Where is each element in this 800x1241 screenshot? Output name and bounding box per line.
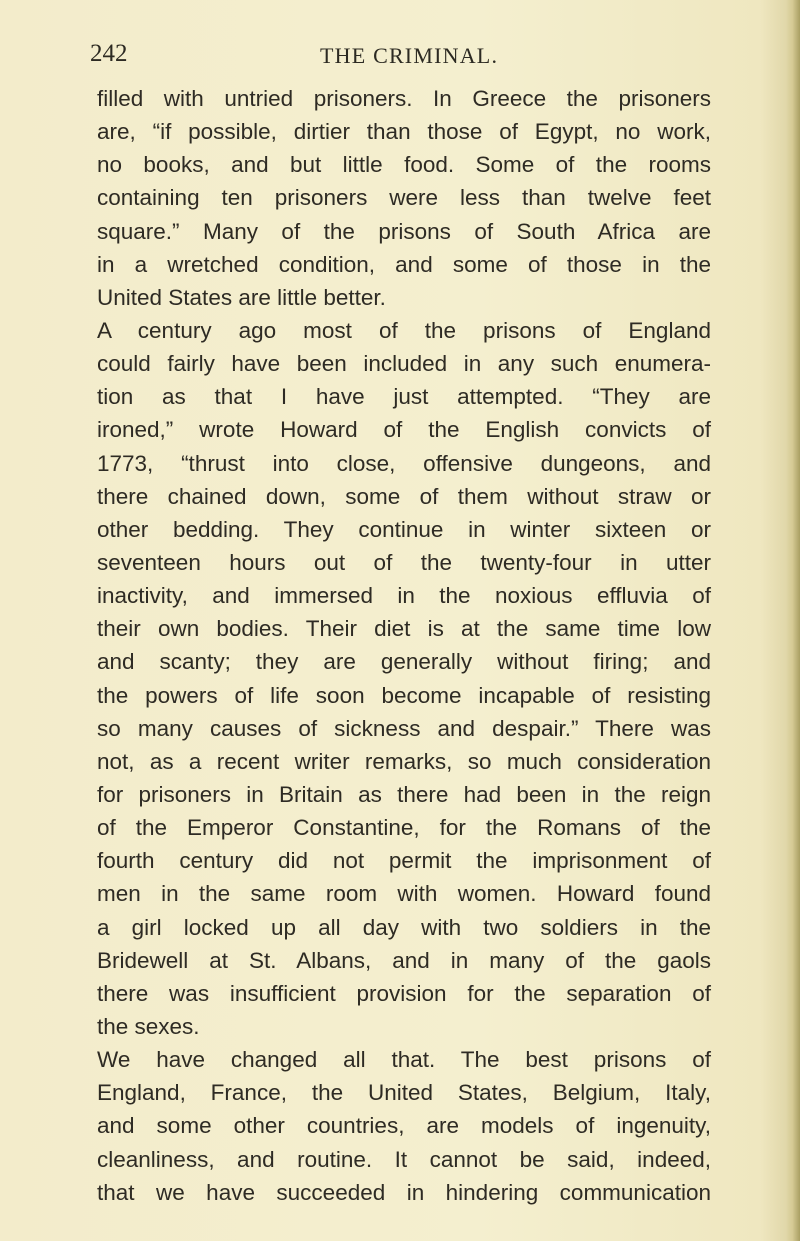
- text-line: 1773, “thrust into close, offensive dungeons, and: [97, 450, 711, 476]
- text-line: so many causes of sickness and despair.” There was: [97, 715, 711, 741]
- text-line: Bridewell at St. Albans, and in many of the gaols: [97, 947, 711, 973]
- text-line: of the Emperor Constantine, for the Romans of the: [97, 815, 711, 841]
- text-line: their own bodies. Their diet is at the same time low: [97, 616, 711, 642]
- paragraph-end-line: United States are little better.: [97, 284, 386, 310]
- text-line: are, “if possible, dirtier than those of Egypt, no work,: [97, 119, 711, 145]
- text-line: other bedding. They continue in winter sixteen or: [97, 516, 711, 542]
- text-line: inactivity, and immersed in the noxious effluvia of: [97, 583, 711, 609]
- text-line: a girl locked up all day with two soldiers in the: [97, 914, 711, 940]
- text-line: could fairly have been included in any such enumera-: [97, 351, 711, 377]
- paragraph-start-line: A century ago most of the prisons of England: [97, 317, 711, 343]
- text-line: seventeen hours out of the twenty-four in utter: [97, 549, 711, 575]
- paragraph-end-line: the sexes.: [97, 1013, 200, 1039]
- text-line: and some other countries, are models of ingenuity,: [97, 1113, 711, 1139]
- text-line: men in the same room with women. Howard found: [97, 881, 711, 907]
- text-line: in a wretched condition, and some of those in the: [97, 251, 711, 277]
- text-line: there was insufficient provision for the separation of: [97, 980, 711, 1006]
- page-header: [90, 36, 730, 76]
- text-line: fourth century did not permit the imprisonment of: [97, 848, 711, 874]
- text-line: and scanty; they are generally without firing; and: [97, 649, 711, 675]
- page-number: 242: [90, 40, 128, 67]
- text-line: no books, and but little food. Some of the rooms: [97, 152, 711, 178]
- running-head: THE CRIMINAL.: [320, 43, 499, 68]
- text-line: containing ten prisoners were less than twelve feet: [97, 185, 711, 211]
- text-line: square.” Many of the prisons of South Africa are: [97, 218, 711, 244]
- text-line: there chained down, some of them without straw or: [97, 483, 711, 509]
- text-line: cleanliness, and routine. It cannot be said, indeed,: [97, 1146, 711, 1172]
- text-line: England, France, the United States, Belgium, Italy,: [97, 1080, 711, 1106]
- page-edge-shadow: [786, 0, 800, 1241]
- text-line: not, as a recent writer remarks, so much consideration: [97, 748, 711, 774]
- text-line: ironed,” wrote Howard of the English convicts of: [97, 417, 711, 443]
- text-line: tion as that I have just attempted. “They are: [97, 384, 711, 410]
- text-line: that we have succeeded in hindering communication: [97, 1179, 711, 1205]
- text-line: filled with untried prisoners. In Greece the prisoners: [97, 86, 711, 111]
- text-line: the powers of life soon become incapable of resisting: [97, 682, 711, 708]
- body-text: [97, 82, 711, 1209]
- paragraph-start-line: We have changed all that. The best prisons of: [97, 1047, 711, 1073]
- text-line: for prisoners in Britain as there had been in the reign: [97, 781, 711, 807]
